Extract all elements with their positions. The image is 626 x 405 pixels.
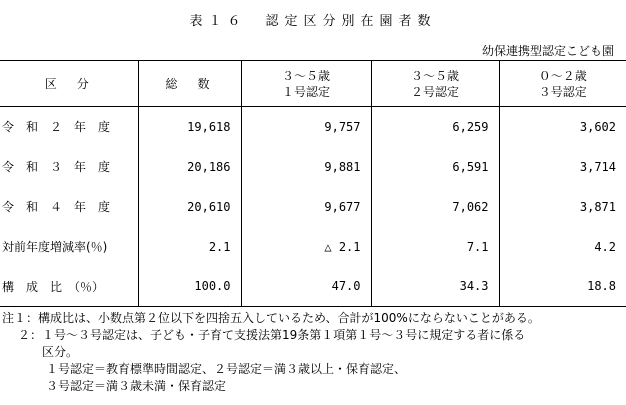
cell-type1: 9,881 [241, 147, 371, 187]
row-label: 令 和 ２ 年 度 [2, 120, 111, 135]
cell-type3: 3,871 [499, 187, 626, 227]
header-type3 [499, 61, 626, 107]
footnotes [2, 310, 624, 395]
row-label: 令 和 ３ 年 度 [2, 160, 111, 174]
header-line-2: １号認定 [281, 84, 330, 99]
header-type1 [241, 61, 371, 107]
table-header-row [0, 61, 626, 107]
row-label: 対前年度増減率(％) [2, 240, 108, 254]
cell-type1: 9,757 [241, 107, 371, 147]
row-label: 令 和 ４ 年 度 [2, 200, 111, 214]
table-row [0, 227, 626, 267]
table-row [0, 267, 626, 307]
cell-type1: 9,677 [241, 187, 371, 227]
cell-total: 20,610 [138, 187, 241, 227]
header-line-2: ２号認定 [410, 84, 459, 99]
table-subtitle: 幼保連携型認定こども園 [481, 44, 614, 58]
header-line-1: ０～２歳 [538, 68, 587, 83]
cell-type2: 7,062 [371, 187, 499, 227]
cell-type2: 7.1 [371, 227, 499, 267]
row-label: 構 成 比 （％） [0, 267, 138, 307]
cell-total: 2.1 [138, 227, 241, 267]
note-2-definition-a: １号認定＝教育標準時間認定、２号認定＝満３歳以上・保育認定、 [46, 362, 407, 376]
header-line-1: ３～５歳 [410, 68, 459, 83]
header-line-2: ３号認定 [538, 84, 587, 99]
page-title: 表１６ 認定区分別在園者数 [189, 14, 437, 29]
cell-type3: 3,714 [499, 147, 626, 187]
note-2: ２：１号～３号認定は、子ども・子育て支援法第19条第１項第１号～３号に規定する者に係る [18, 328, 526, 342]
table-row [0, 147, 626, 187]
cell-type2: 6,591 [371, 147, 499, 187]
cell-type2: 6,259 [371, 107, 499, 147]
cell-type1: △ 2.1 [241, 227, 371, 267]
header-type2 [371, 61, 499, 107]
note-2-continued: 区分。 [42, 345, 79, 359]
table-row [0, 107, 626, 147]
cell-type3: 18.8 [499, 267, 626, 307]
table-row [0, 187, 626, 227]
enrollment-table [0, 60, 626, 307]
note-2-definition-b: ３号認定＝満３歳未満・保育認定 [46, 379, 227, 393]
cell-total: 19,618 [138, 107, 241, 147]
cell-type2: 34.3 [371, 267, 499, 307]
cell-total: 20,186 [138, 147, 241, 187]
header-category: 区 分 [0, 61, 138, 107]
cell-type1: 47.0 [241, 267, 371, 307]
cell-type3: 3,602 [499, 107, 626, 147]
header-line-1: ３～５歳 [281, 68, 330, 83]
header-total: 総 数 [138, 61, 241, 107]
cell-total: 100.0 [138, 267, 241, 307]
note-1: 注１：構成比は、小数点第２位以下を四捨五入しているため、合計が100%にならないことがある。 [2, 311, 540, 325]
cell-type3: 4.2 [499, 227, 626, 267]
